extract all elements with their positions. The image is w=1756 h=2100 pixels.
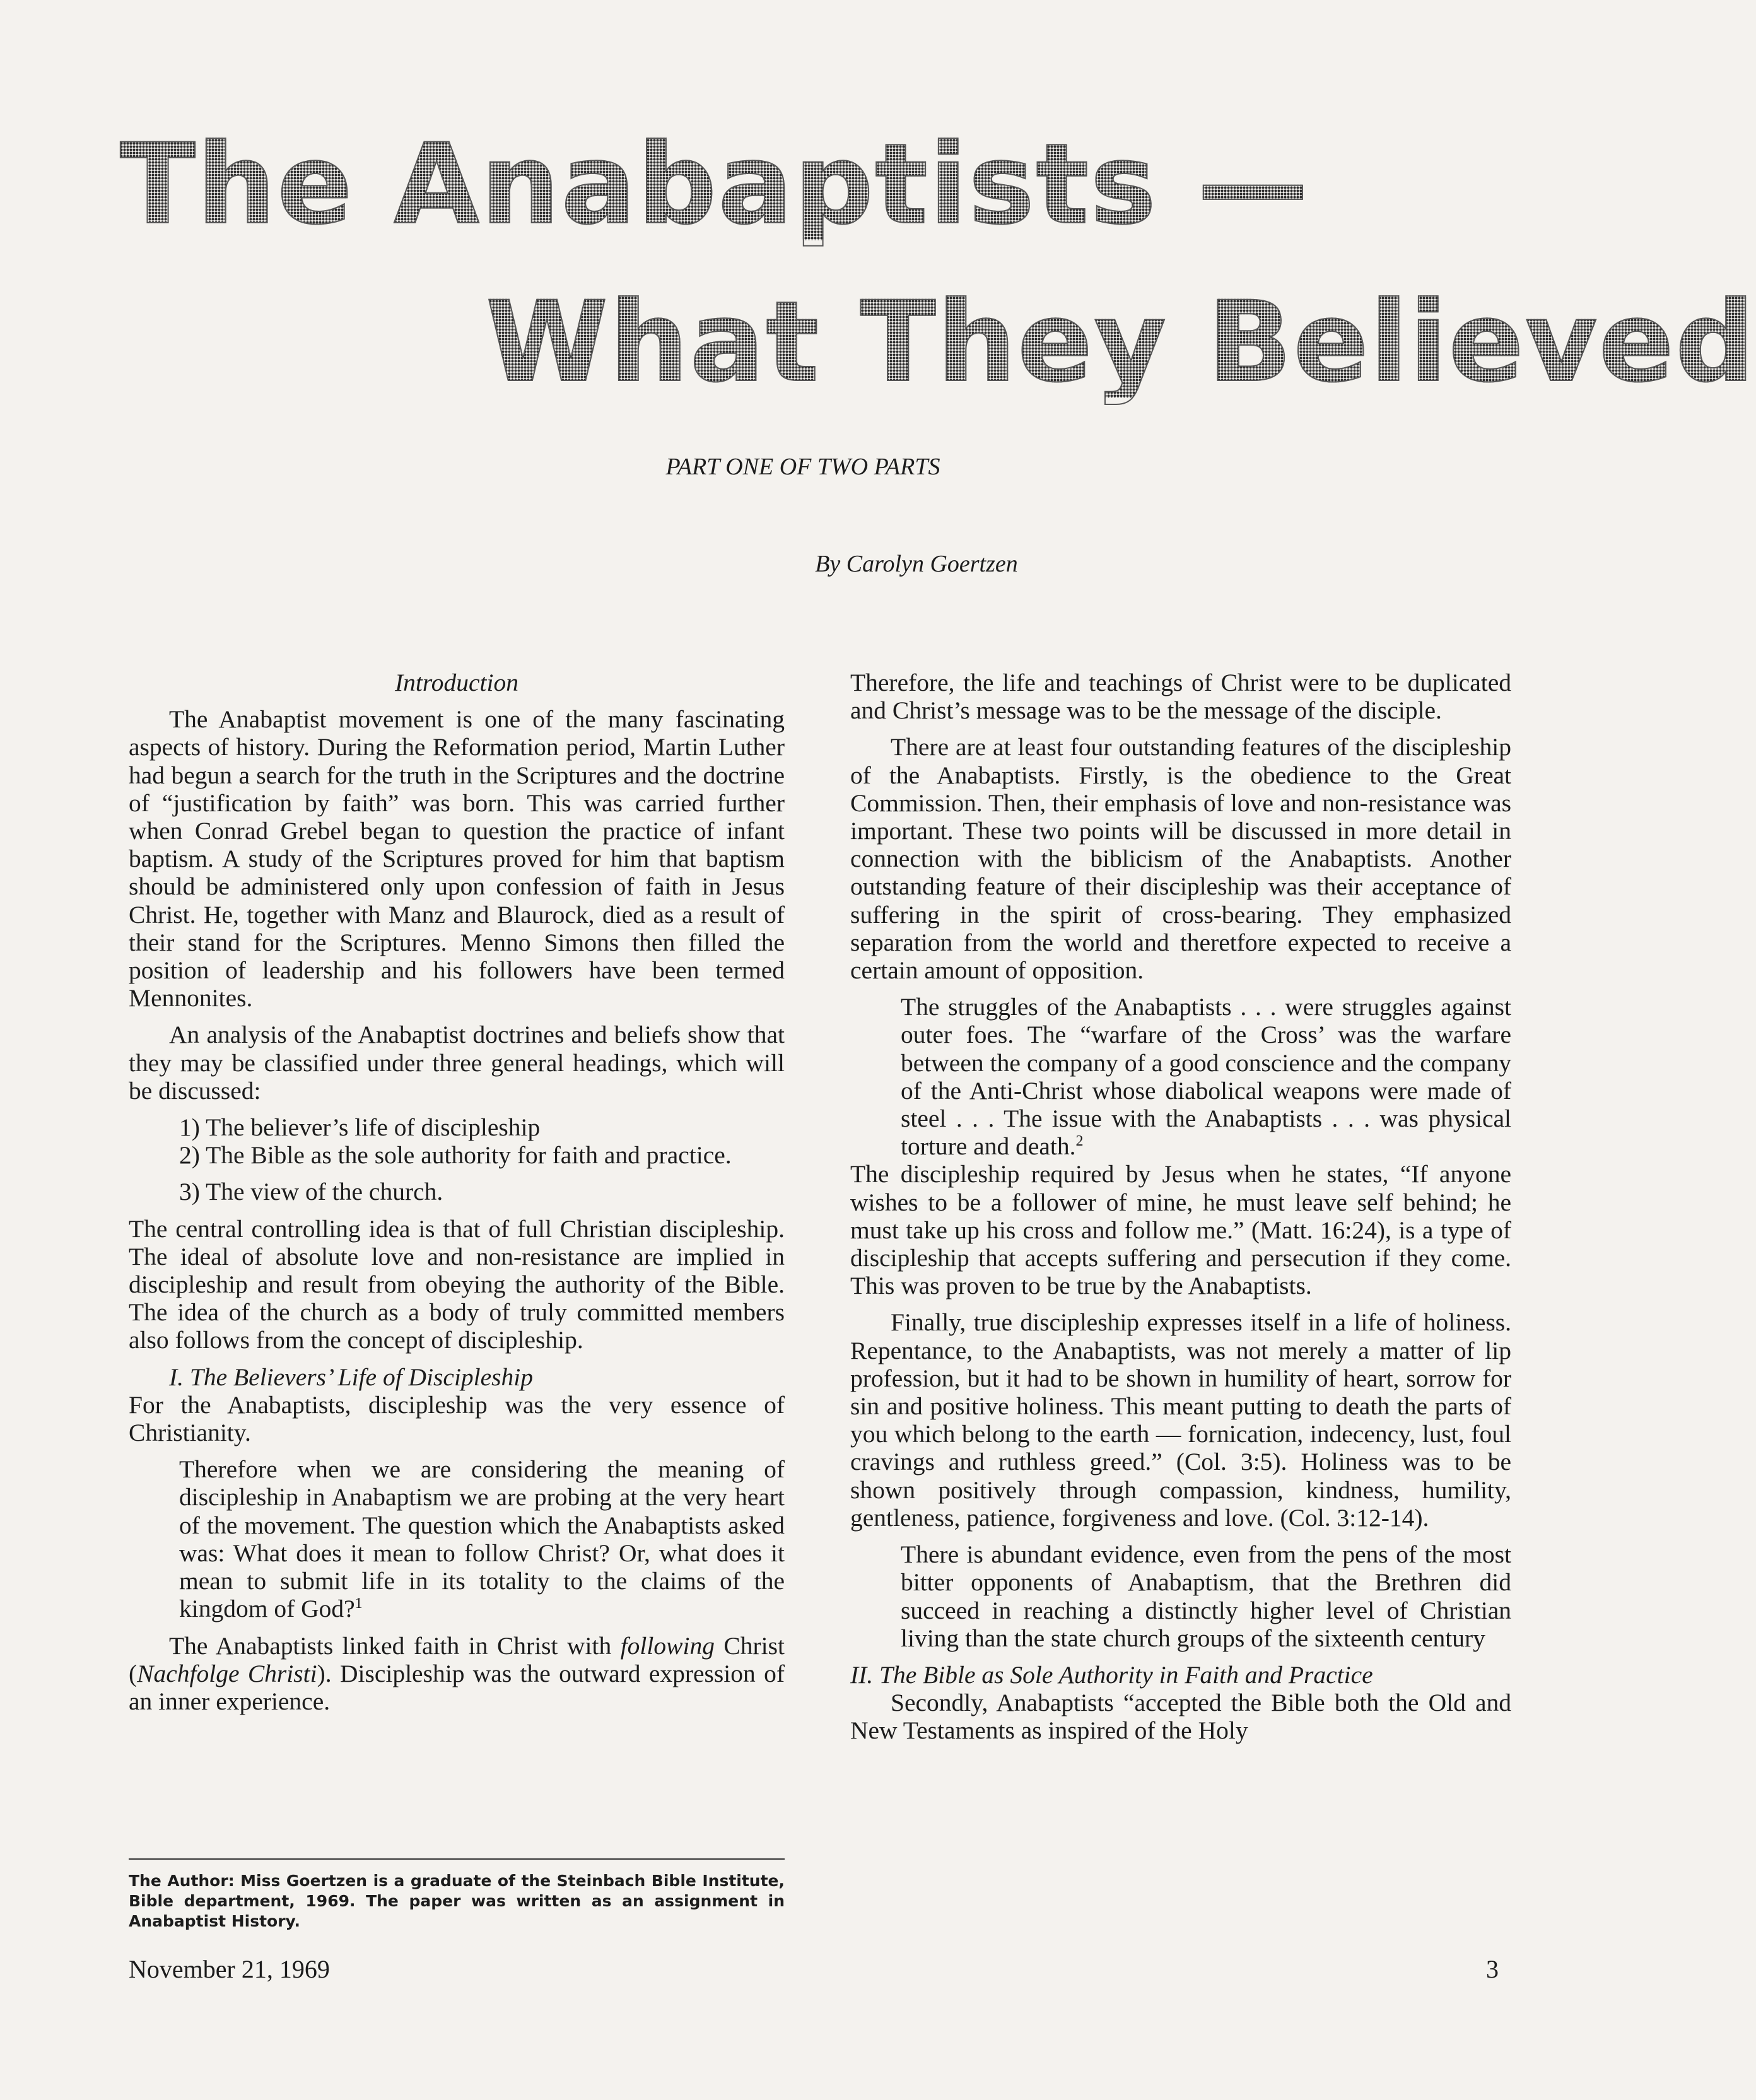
text-run: ). Discipleship was the outward expression of an inner experience.: [129, 1659, 785, 1715]
section-heading: II. The Bible as Sole Authority in Faith and Practice: [850, 1660, 1373, 1689]
paragraph: The discipleship required by Jesus when he states, “If anyone wishes to be a follower of mine, he must leave self behind; he must take up his cross and follow me.” (Matt. 16:24), is a type of discipleship that accepts suffering and persecution if they come. This was proven to be true by the Anabaptists.: [850, 1160, 1511, 1300]
block-quote: [850, 993, 1511, 1160]
right-column: [850, 669, 1511, 1745]
left-column: [129, 669, 785, 1715]
paragraph: The Anabaptist movement is one of the many fascinating aspects of history. During the Reformation period, Martin Luther had begun a search for the truth in the Scriptures and the doctrine of “justification by faith” was born. This was carried further when Conrad Grebel began to question the practice of infant baptism. A study of the Scriptures proved for him that baptism should be administered only upon confession of faith in Jesus Christ. He, together with Manz and Blaurock, died as a result of their stand for the Scriptures. Menno Simons then filled the position of leadership and his followers have been termed Mennonites.: [129, 705, 785, 1012]
issue-date: November 21, 1969: [129, 1955, 330, 1983]
list-item: 3) The view of the church.: [179, 1178, 443, 1206]
text-run: The Anabaptists linked faith in Christ with: [169, 1631, 621, 1660]
paragraph: There are at least four outstanding features of the discipleship of the Anabaptists. Firstly, is the obedience to the Great Commission. Then, their emphasis of love and non-resistance was important. These two points will be discussed in more detail in connection with the biblicism of the Anabaptists. Another outstanding feature of their discipleship was their acceptance of suffering in the spirit of cross-bearing. They emphasized separation from the world and theretfore expected to receive a certain amount of opposition.: [850, 733, 1511, 985]
article-byline: By Carolyn Goertzen: [815, 551, 1018, 577]
paragraph: Secondly, Anabaptists “accepted the Bible both the Old and New Testaments as inspired of the Holy: [850, 1689, 1511, 1745]
paragraph: Therefore, the life and teachings of Christ were to be duplicated and Christ’s message was to be the message of the disciple.: [850, 669, 1511, 725]
italic-text: following: [620, 1631, 715, 1660]
paragraph: [129, 1632, 785, 1716]
text-run: Christ (: [129, 1631, 785, 1687]
article-subtitle: PART ONE OF TWO PARTS: [665, 454, 940, 480]
footnote-marker: 2: [1075, 1133, 1084, 1150]
paragraph: An analysis of the Anabaptist doctrines and beliefs show that they may be classified under three general headings, which will be discussed:: [129, 1021, 785, 1105]
block-quote-text: The struggles of the Anabaptists . . . were struggles against outer foes. The “warfare of the Cross’ was the warfare between the company of a good conscience and the company of the Anti-Christ whose diabolical weapons were made of steel . . . The issue with the Anabaptists . . . was physical torture and death.: [901, 993, 1511, 1161]
paragraph: For the Anabaptists, discipleship was the very essence of Christianity.: [129, 1390, 785, 1447]
list-item: 2) The Bible as the sole authority for faith and practice.: [179, 1141, 732, 1170]
italic-text: Nachfolge Christi: [137, 1659, 317, 1687]
list-item: 1) The believer’s life of discipleship: [179, 1113, 541, 1142]
block-quote: There is abundant evidence, even from the pens of the most bitter opponents of Anabaptism, that the Brethren did succeed in reaching a distinctly higher level of Christian living than the state church groups of the sixteenth century: [901, 1540, 1511, 1652]
page-number: 3: [1486, 1955, 1499, 1983]
paragraph: The central controlling idea is that of full Christian discipleship. The ideal of absolute love and non-resistance are implied in discipleship and result from obeying the authority of the Bible. The idea of the church as a body of truly committed members also follows from the concept of discipleship.: [129, 1214, 785, 1354]
author-note: The Author: Miss Goertzen is a graduate of the Steinbach Bible Institute, Bible department, 1969. The paper was written as an assignment in Anabaptist History.: [129, 1872, 785, 1930]
paragraph: Finally, true discipleship expresses itself in a life of holiness. Repentance, to the Anabaptists, was not merely a matter of lip profession, but it had to be shown in humility of heart, sorrow for sin and positive holiness. This meant putting to death the parts of you which belong to the earth — fornication, indecency, lust, foul cravings and ruthless greed.” (Col. 3:5). Holiness was to be shown positively through compassion, kindness, humility, gentleness, patience, forgiveness and love. (Col. 3:12-14).: [850, 1308, 1511, 1532]
intro-heading: Introduction: [394, 669, 518, 696]
section-heading: I. The Believers’ Life of Discipleship: [169, 1363, 534, 1391]
article-title-line-1: The Anabaptists —: [120, 120, 1310, 249]
block-quote: [129, 1455, 785, 1622]
block-quote-text: Therefore when we are considering the meaning of discipleship in Anabaptism we are probing at the very heart of the movement. The question which the Anabaptists asked was: What does it mean to follow Christ? Or, what does it mean to submit life in its totality to the claims of the kingdom of God?: [179, 1455, 785, 1623]
footnote-divider: [129, 1858, 785, 1860]
footnote-marker: 1: [354, 1595, 363, 1612]
article-title-line-2: What They Believed: [486, 278, 1756, 407]
